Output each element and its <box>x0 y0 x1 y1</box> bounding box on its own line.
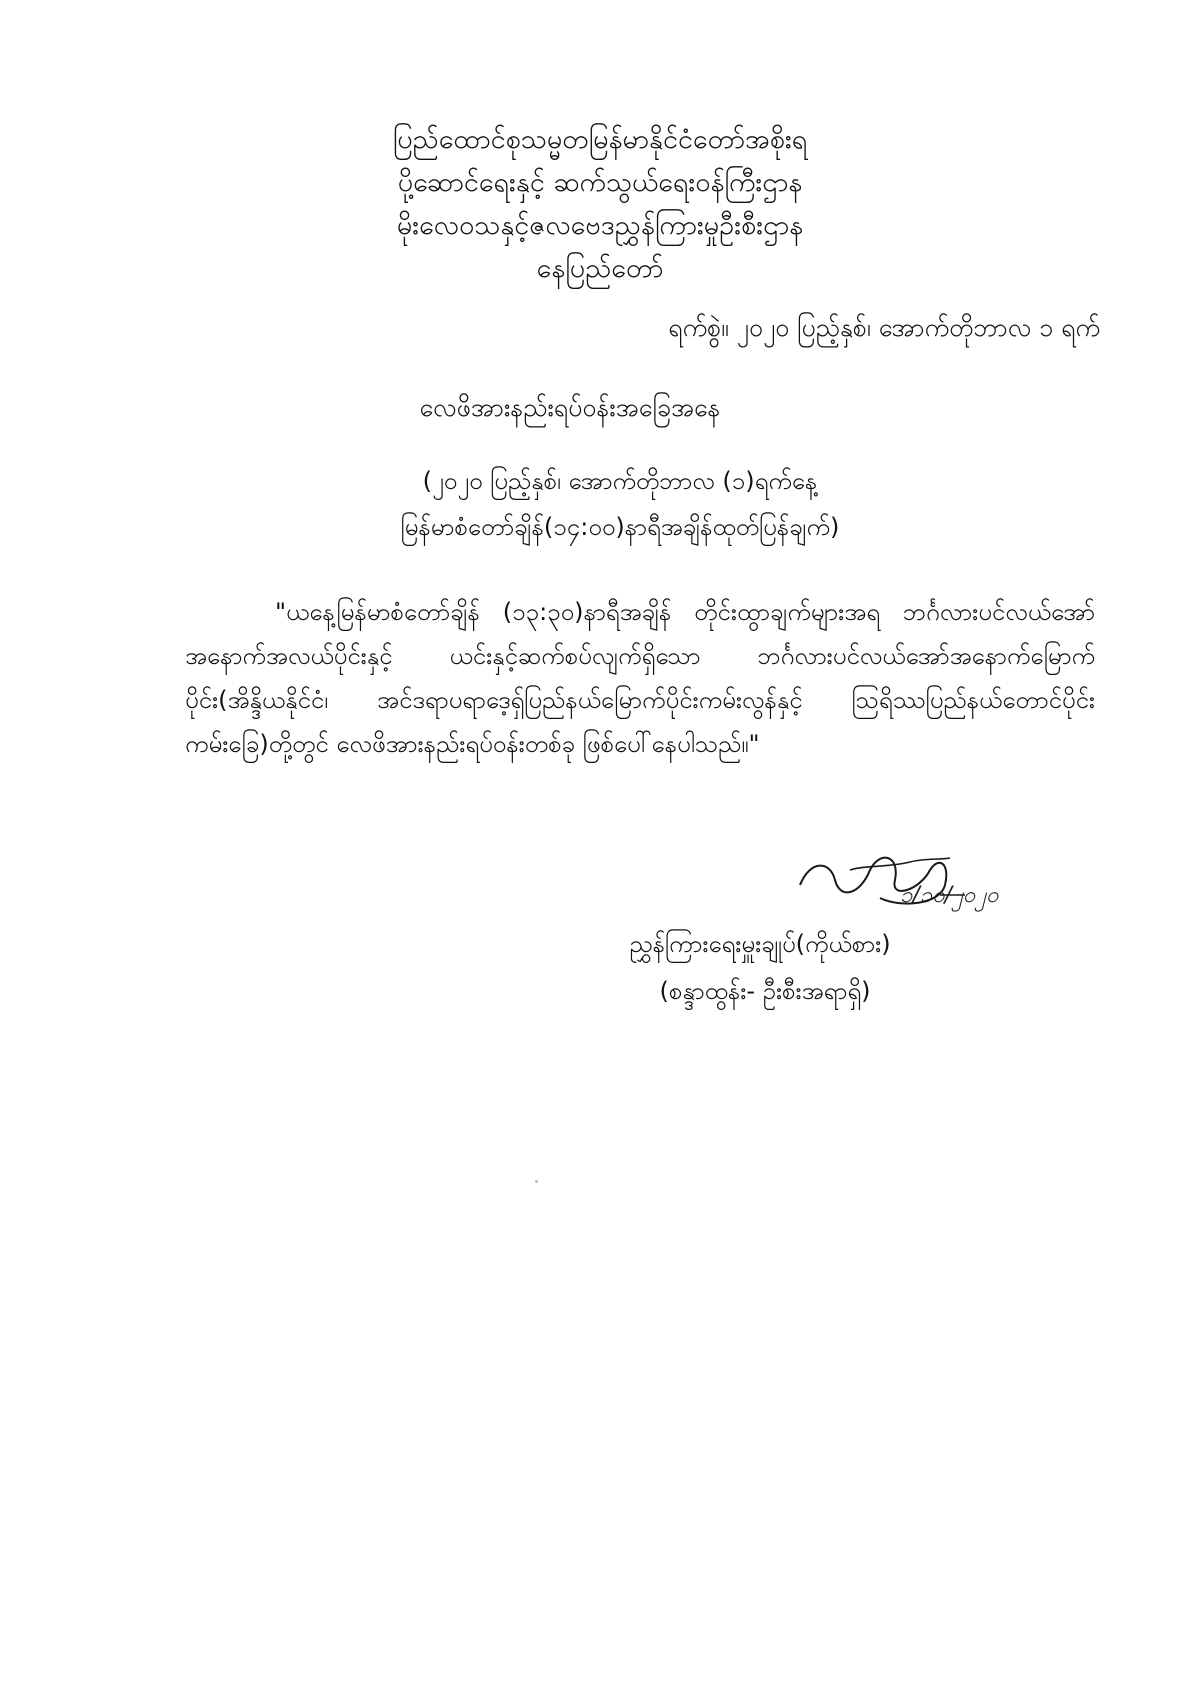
document-date: ရက်စွဲ။ ၂၀၂၀ ပြည့်နှစ်၊ အောက်တိုဘာလ ၁ ရက် <box>668 313 1100 342</box>
document-subtitle <box>300 458 940 550</box>
letterhead <box>330 118 870 290</box>
government-title: ပြည်ထောင်စုသမ္မတမြန်မာနိုင်ငံတော်အစိုးရ <box>392 124 808 155</box>
department-name: မိုးလေဝသနှင့်ဇလဗေဒညွှန်ကြားမှုဦးစီးဌာန <box>396 210 804 241</box>
subtitle-line-2: မြန်မာစံတော်ချိန်(၁၄:၀၀)နာရီအချိန်ထုတ်ပြန်ချက်) <box>400 513 840 541</box>
subtitle-line-1: (၂၀၂၀ ပြည့်နှစ်၊ အောက်တိုဘာလ (၁)ရက်နေ့ <box>422 467 818 495</box>
signer-dept-wrapper <box>0 975 1200 1011</box>
scan-speck <box>535 1180 538 1183</box>
signature-date: ၁/၁၀/၂၀၂၀ <box>900 883 999 908</box>
body-paragraph: "ယနေ့မြန်မာစံတော်ချိန် (၁၃:၃၀)နာရီအချိန် တိုင်းထွာချက်များအရ ဘင်္ဂလားပင်လယ်အော်အနောက်အလယ်ပိုင်းနှင့် ယင်းနှင့်ဆက်စပ်လျက်ရှိသော ဘင်္ဂလားပင်လယ်အော်အနောက်မြောက်ပိုင်း(အိန္ဒိယနိုင်ငံ၊ အင်ဒရာပရာဒေ့ရှ်ပြည်နယ်မြောက်ပိုင်းကမ်းလွန်နှင့် ဩရိဿပြည်နယ်တောင်ပိုင်းကမ်းခြေ)တို့တွင် လေဖိအားနည်းရပ်ဝန်းတစ်ခု ဖြစ်ပေါ်နေပါသည်။" <box>185 598 1095 758</box>
signer-title-wrapper <box>0 928 1200 964</box>
document-title: လေဖိအားနည်းရပ်ဝန်းအခြေအနေ <box>419 393 721 422</box>
ministry-name: ပို့ဆောင်ရေးနှင့် ဆက်သွယ်ရေးဝန်ကြီးဌာန <box>397 167 803 198</box>
city-name: နေပြည်တော် <box>536 253 664 284</box>
signer-department: (စန္ဒာထွန်း- ဦးစီးအရာရှိ) <box>659 977 871 1005</box>
signer-title: ညွှန်ကြားရေးမှူးချုပ်(ကိုယ်စား) <box>629 930 891 958</box>
document-title-wrapper <box>0 392 1200 429</box>
